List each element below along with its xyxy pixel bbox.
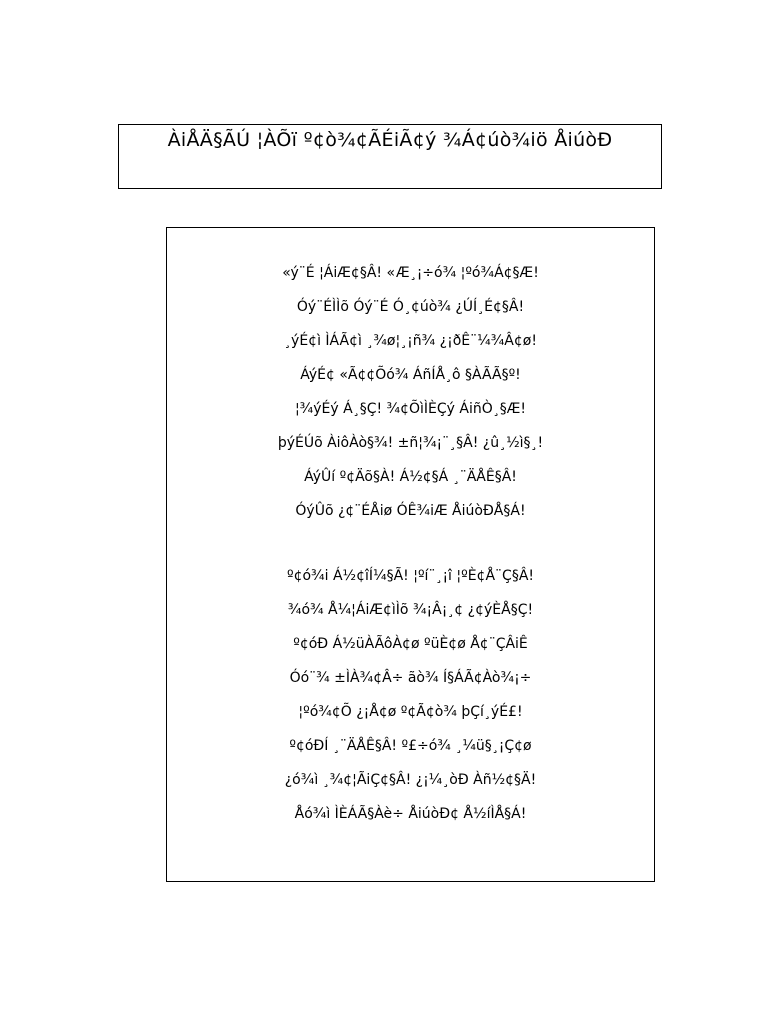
poem-stanza-2 bbox=[167, 565, 654, 837]
poem-line: Óó¨¾ ±ÌÀ¾¢Â÷ ãò¾ Í§ÁÃ¢Àò¾¡÷ bbox=[289, 670, 532, 686]
poem-stanza-1 bbox=[167, 262, 654, 534]
poem-line: ¾ó¾ Å¼¦ÁiÆ¢ìÌõ ¾¡Â¡¸¢ ¿¢ýÈÅ§Ç! bbox=[287, 602, 534, 618]
poem-box bbox=[166, 227, 655, 882]
poem-line: ¸ýÉ¢ì ÌÁÃ¢ì ¸¾ø¦¸¡ñ¾ ¿¡ðÊ¨¼¾Â¢ø! bbox=[284, 333, 537, 349]
poem-line: ÓýÛõ ¿¢¨ÉÅiø ÓÊ¾iÆ ÅiúòÐÅ§Á! bbox=[295, 503, 526, 519]
poem-line: ÁýÛí º¢Äõ§À! Á½¢§Á ¸¨ÄÅÊ§Â! bbox=[304, 469, 517, 485]
poem-line: ¦ºó¾¢Õ ¿¡Å¢ø º¢Ã¢ò¾ þÇí¸ýÉ£! bbox=[298, 704, 523, 720]
poem-line: ¿ó¾ì ¸¾¢¦ÃiÇ¢§Â! ¿¡¼¸òÐ Àñ½¢§Ä! bbox=[284, 772, 537, 788]
poem-line: º¢ó¾i Á½¢îÍ¼§Ã! ¦ºí¨¸¡î ¦ºÈ¢Å¨Ç§Â! bbox=[286, 568, 535, 584]
poem-line: ¦¾ýÉý Á¸§Ç! ¾¢ÕìÌÈÇý ÁiñÒ¸§Æ! bbox=[294, 401, 527, 417]
poem-line: Óý¨ÉÌÌõ Óý¨É Ó¸¢úò¾ ¿ÚÍ¸É¢§Â! bbox=[296, 299, 525, 315]
poem-line: º¢óÐ Á½üÀÃôÀ¢ø ºüÈ¢ø Å¢¨ÇÂiÊ bbox=[293, 636, 528, 652]
poem-line: º¢óÐÍ ¸¨ÄÅÊ§Â! º£÷ó¾ ¸¼ü§¸¡Ç¢ø bbox=[289, 738, 532, 754]
title-box bbox=[118, 124, 662, 189]
poem-line: ÁýÉ¢ «Ã¢¢Õó¾ ÁñÍÅ¸ô §ÀÃÃ§º! bbox=[300, 367, 521, 383]
poem-line: þýÉÚõ ÀiôÀò§¾! ±ñ¦¾¡¨¸§Â! ¿û¸½ì§¸! bbox=[277, 435, 544, 451]
poem-line: Åó¾ì ÌÈÁÃ§Àè÷ ÅiúòÐ¢ Å½íÌÅ§Á! bbox=[294, 806, 527, 822]
poem-line: «ý¨É ¦ÁiÆ¢§Â! «Æ¸¡÷ó¾ ¦ºó¾Á¢§Æ! bbox=[282, 265, 539, 281]
document-title: ÀiÅÄ§ÃÚ ¦ÀÕï º¢ò¾¢ÃÉiÃ¢ý ¾Á¢úò¾iö ÅiúòÐ bbox=[167, 129, 613, 151]
